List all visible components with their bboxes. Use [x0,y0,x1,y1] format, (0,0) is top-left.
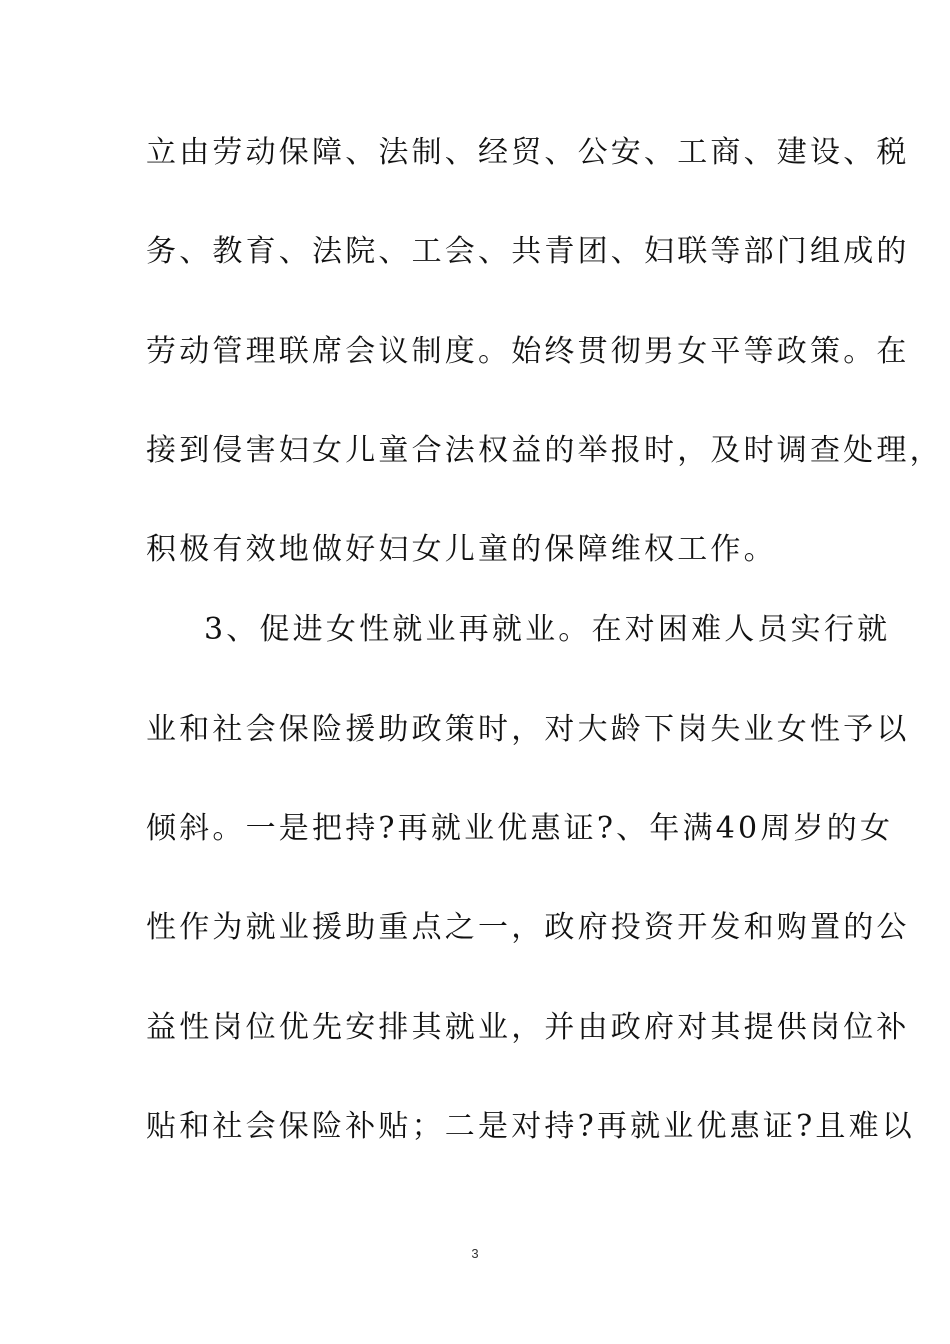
text-line: 务、教育、法院、工会、共青团、妇联等部门组成的 [146,234,910,269]
text-line: 业和社会保险援助政策时，对大龄下岗失业女性予以 [146,712,910,747]
text-line: 劳动管理联席会议制度。始终贯彻男女平等政策。在 [146,334,910,369]
page-number: 3 [471,1246,479,1261]
text-line: 倾斜。一是把持?再就业优惠证?、年满40周岁的女 [146,811,894,846]
text-line: 立由劳动保障、法制、经贸、公安、工商、建设、税 [146,135,910,170]
text-line: 积极有效地做好妇女儿童的保障维权工作。 [146,532,777,567]
text-line: 益性岗位优先安排其就业，并由政府对其提供岗位补 [146,1010,910,1045]
text-line: 性作为就业援助重点之一，政府投资开发和购置的公 [146,910,910,945]
text-line: 贴和社会保险补贴；二是对持?再就业优惠证?且难以 [146,1109,915,1144]
text-line: 接到侵害妇女儿童合法权益的举报时，及时调查处理， [146,433,943,468]
paragraph-start-line: 3、促进女性就业再就业。在对困难人员实行就 [204,612,891,647]
